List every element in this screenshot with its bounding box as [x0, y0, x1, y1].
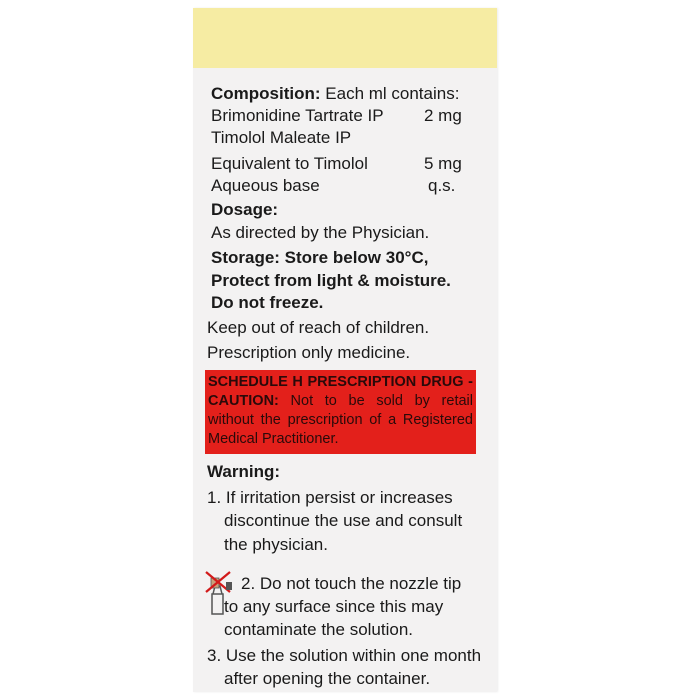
- warning-3-line-1: 3. Use the solution within one month: [207, 646, 482, 665]
- schedule-h-caution-box: [205, 370, 476, 454]
- composition-row-3-name: Equivalent to Timolol: [211, 154, 368, 173]
- composition-row-2-name: Timolol Maleate IP: [211, 128, 352, 147]
- storage-line-2: Protect from light & moisture.: [211, 271, 451, 290]
- storage-line-1: Storage: Store below 30°C,: [211, 248, 429, 267]
- warning-heading: Warning:: [207, 462, 281, 481]
- label-panel: [193, 8, 497, 692]
- yellow-band: [193, 8, 497, 68]
- dosage-text: As directed by the Physician.: [211, 223, 430, 242]
- dosage-heading: Dosage:: [211, 200, 279, 219]
- warning-2-line-1: 2. Do not touch the nozzle tip: [241, 574, 462, 593]
- children-note: Keep out of reach of children.: [207, 318, 430, 337]
- warning-1-line-1: 1. If irritation persist or increases: [207, 488, 453, 507]
- composition-row-4-value: q.s.: [428, 176, 456, 195]
- schedule-h-text: SCHEDULE H PRESCRIPTION DRUG - CAUTION: Not to be sold by retail without the prescription of a Registered Medical Practitioner.: [208, 374, 473, 447]
- composition-row-1-value: 2 mg: [424, 106, 462, 125]
- warning-3-line-2: after opening the container.: [224, 669, 431, 688]
- warning-1-line-3: the physician.: [224, 535, 328, 554]
- prescription-note: Prescription only medicine.: [207, 343, 411, 362]
- composition-row-3-value: 5 mg: [424, 154, 462, 173]
- warning-2-line-3: contaminate the solution.: [224, 620, 414, 639]
- composition-heading: Composition: Each ml contains:: [211, 84, 460, 103]
- warning-2-line-2: to any surface since this may: [224, 597, 444, 616]
- storage-line-3: Do not freeze.: [211, 293, 324, 312]
- warning-1-line-2: discontinue the use and consult: [224, 511, 463, 530]
- composition-row-1-name: Brimonidine Tartrate IP: [211, 106, 384, 125]
- composition-row-4-name: Aqueous base: [211, 176, 320, 195]
